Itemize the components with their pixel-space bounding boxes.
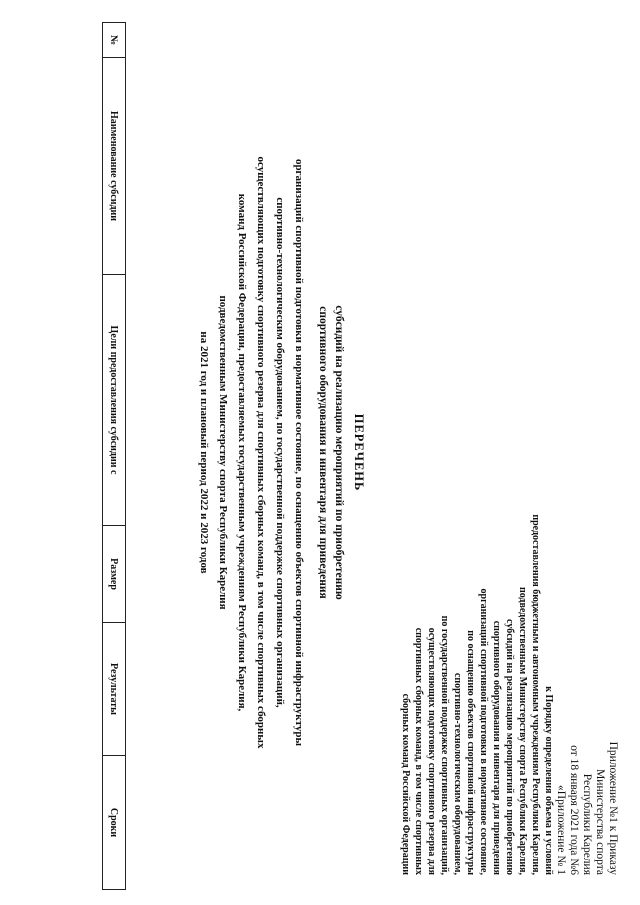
poryadok-line: спортивно-технологическим оборудованием, (452, 672, 463, 875)
poryadok-line: субсидий на реализацию мероприятий по приобретению (504, 619, 515, 875)
subtitle-line: субсидий на реализацию мероприятий по приобретению (333, 305, 345, 600)
column-header-number: № (103, 23, 125, 58)
column-header-name: Наименование субсидии (103, 58, 125, 275)
poryadok-line: по государственной поддержке спортивных организаций, (439, 615, 450, 875)
subtitle-line: спортивного оборудования и инвентаря для приведения (317, 306, 329, 599)
subtitle-line: осуществляющих подготовку спортивного резерва для спортивных сборных команд, в том числе спортивных сборных (255, 156, 267, 749)
subtitle-line: на 2021 год и плановый период 2022 и 2023 годов (198, 331, 210, 574)
column-header-size: Размер (103, 526, 125, 623)
column-header-results: Результаты (103, 623, 125, 756)
column-header-terms: Сроки (108, 807, 120, 838)
subtitle-line: команд Российской Федерации, предоставляемых государственным учреждениям Республики Карелия, (236, 193, 248, 712)
subtitle-line: организаций спортивной подготовки в нормативное состояние, по оснащению объектов спортивной инфраструктуры (293, 158, 305, 747)
column-header-goals: Цели предоставления субсидии с (103, 275, 125, 526)
poryadok-line: организаций спортивной подготовки в нормативное состояние, (478, 588, 489, 875)
prikaz-line: Республики Карелия (581, 773, 593, 875)
poryadok-line: осуществляющих подготовку спортивного резерва для (426, 627, 437, 875)
prikaz-line: «Приложение № 1 (555, 785, 567, 875)
prikaz-line: Приложение №1 к Приказу (607, 741, 619, 875)
poryadok-line: к Порядку определения объема и условий (543, 686, 554, 875)
poryadok-line: подведомственным Министерству спорта Республики Карелия, (517, 586, 528, 875)
prikaz-line: Министерства спорта (594, 769, 606, 875)
subtitle-line: подведомственным Министерству спорта Республики Карелия (217, 295, 229, 610)
subtitle-line: спортивно-технологическим оборудованием, по государственной поддержке спортивных организаций, (274, 197, 286, 708)
subsidies-table-header (102, 22, 126, 890)
poryadok-line: спортивного оборудования и инвентаря для приведения (491, 620, 502, 875)
document-title: ПЕРЕЧЕНЬ (352, 413, 366, 492)
poryadok-line: сборных команд Российской Федерации (400, 693, 411, 875)
poryadok-line: спортивных сборных команд, в том числе спортивных (413, 627, 424, 875)
poryadok-line: по оснащению объектов спортивной инфраструктуры (465, 630, 476, 875)
prikaz-line: от 18 января 2021 года №6 (568, 745, 580, 875)
poryadok-line: предоставления бюджетным и автономным учреждениям Республики Карелия, (530, 514, 541, 875)
